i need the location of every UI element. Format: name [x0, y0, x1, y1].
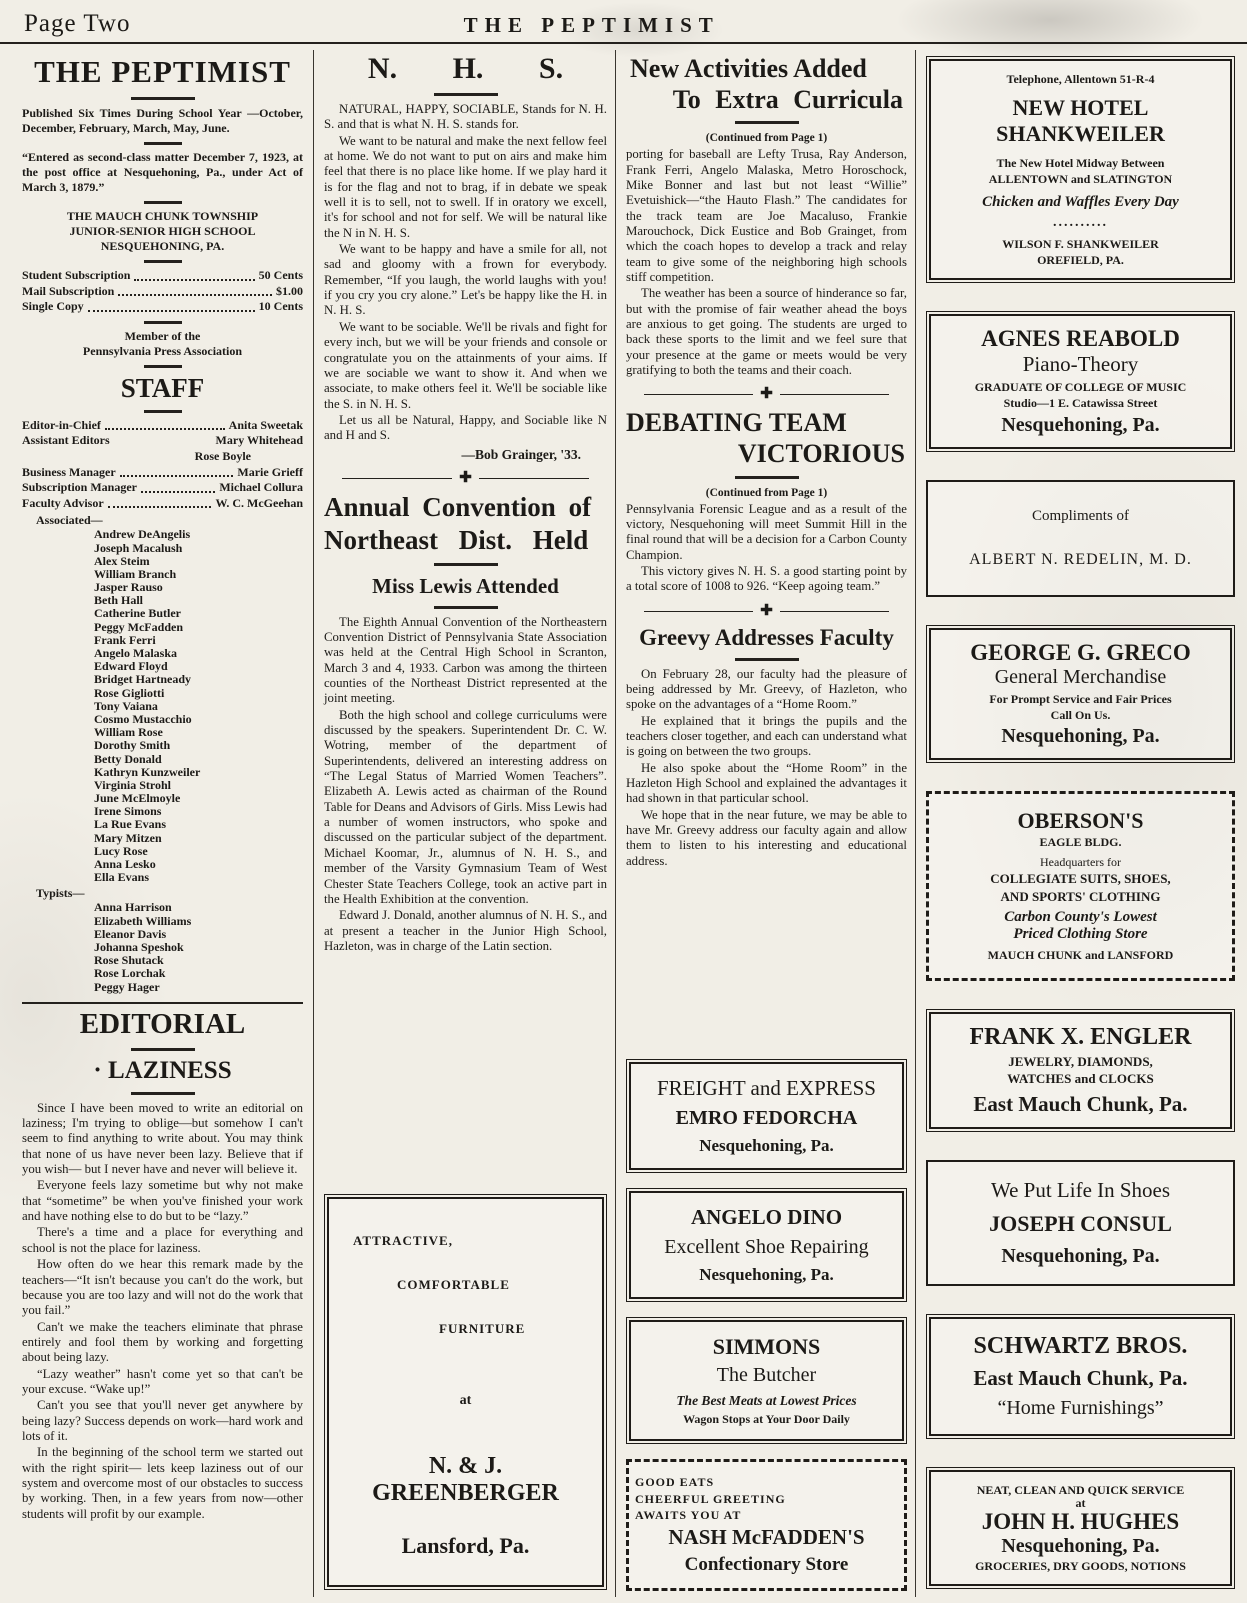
- activities-heading-line2: To Extra Curricula: [672, 85, 903, 115]
- activities-body: [626, 147, 907, 379]
- staff-member-name: Lucy Rose: [94, 843, 148, 858]
- ad-mcfadden-line2: CHEERFUL GREETING: [635, 1491, 786, 1506]
- greevy-paragraph: He also spoke about the “Home Room” in the Hazleton High School and explained the advantages it had shown in that particular school.: [626, 760, 907, 806]
- staff-role-name: Rose Boyle: [194, 448, 251, 463]
- staff-typist-name: Rose Lorchak: [94, 966, 166, 981]
- staff-role-label: Subscription Manager: [22, 480, 138, 495]
- convention-body: [324, 615, 607, 956]
- staff-role-row: [22, 418, 303, 434]
- ad-engler-city: East Mauch Chunk, Pa.: [973, 1091, 1188, 1116]
- dotted-leader: [134, 279, 254, 281]
- staff-member-name: William Rose: [94, 725, 163, 740]
- ad-hughes-line1: NEAT, CLEAN AND QUICK SERVICE: [976, 1482, 1185, 1497]
- subscription-label: Student Subscription: [22, 268, 131, 282]
- ad-oberson-line5: AND SPORTS' CLOTHING: [1000, 888, 1161, 904]
- greevy-heading: Greevy Addresses Faculty: [639, 624, 894, 650]
- activities-paragraph: The weather has been a source of hinderance so far, but with the promise of fair weather ahead the boys are anxious to get going. The students are urged to back these sports to the limit and we feel sure that your presence at the game or meets would be very gratifying to both the teams and their coach.: [626, 286, 907, 378]
- masthead-title: THE PEPTIMIST: [34, 54, 291, 89]
- staff-member-name: La Rue Evans: [94, 817, 167, 832]
- debating-body: [626, 502, 907, 596]
- subscription-row: [22, 284, 303, 300]
- ad-mcfadden-line1: GOOD EATS: [635, 1475, 715, 1490]
- divider: [434, 563, 498, 566]
- staff-member-name: Irene Simons: [94, 804, 162, 819]
- staff-member-name: Frank Ferri: [94, 632, 156, 647]
- ad-engler-line3: WATCHES and CLOCKS: [1007, 1071, 1154, 1087]
- nhs-paragraph: NATURAL, HAPPY, SOCIABLE, Stands for N. H. S. and that is what N. H. S. stands for.: [324, 102, 607, 132]
- ad-dino-name: ANGELO DINO: [690, 1205, 843, 1230]
- running-head: [0, 0, 1247, 44]
- dotted-leader: [141, 491, 215, 493]
- ad-simmons-note: Wagon Stops at Your Door Daily: [683, 1412, 850, 1427]
- ad-greenberger-name: N. & J. GREENBERGER: [372, 1453, 559, 1506]
- ad-hughes-line5: GROCERIES, DRY GOODS, NOTIONS: [975, 1558, 1186, 1573]
- debating-paragraph: This victory gives N. H. S. a good starting point by a total score of 1008 to 926. “Keep agoing team.”: [626, 563, 907, 594]
- staff-typist-name: Rose Shutack: [94, 953, 164, 968]
- divider: [434, 93, 498, 96]
- staff-role-label: Business Manager: [22, 464, 116, 479]
- staff-role-name: Mary Whitehead: [215, 433, 303, 448]
- ad-hughes-at: at: [1075, 1495, 1086, 1510]
- ad-greco-service: General Merchandise: [994, 665, 1167, 688]
- staff-typist-name: Anna Harrison: [94, 900, 172, 915]
- ad-greco-line4: Call On Us.: [1050, 707, 1111, 722]
- ad-mcfadden-line3: AWAITS YOU AT: [635, 1507, 742, 1522]
- masthead-member-lines: [22, 329, 303, 359]
- editorial-paragraph: Can't you see that you'll never get anywhere by being lazy? Success depends on work—hard work and lots of it.: [22, 1398, 303, 1443]
- nhs-byline: —Bob Grainger, '33.: [461, 446, 581, 462]
- staff-member-name: Mary Mitzen: [94, 830, 162, 845]
- ad-simmons: [629, 1320, 904, 1441]
- ad-greco: [929, 628, 1232, 760]
- subscription-value: 10 Cents: [258, 299, 303, 314]
- staff-role-row: [22, 449, 303, 465]
- dotted-leader: [105, 428, 225, 430]
- staff-member-name: Edward Floyd: [94, 659, 168, 674]
- ad-shankweiler-sub1: The New Hotel Midway Between: [996, 156, 1165, 171]
- masthead-school-line: THE MAUCH CHUNK TOWNSHIP: [66, 209, 259, 223]
- editorial-subheading: · LAZINESS: [93, 1056, 232, 1084]
- ad-fedorcha-line1: FREIGHT and EXPRESS: [657, 1076, 876, 1101]
- greevy-paragraph: On February 28, our faculty had the pleasure of being addressed by Mr. Greevy, of Hazleton, who spoke on the advantages of a “Home Room.”: [626, 666, 907, 712]
- ad-reabold: [929, 314, 1232, 448]
- running-head-title: THE PEPTIMIST: [463, 13, 720, 37]
- subscription-row: [22, 268, 303, 284]
- ad-consul: [926, 1160, 1235, 1286]
- convention-heading-line2: Northeast Dist. Held: [324, 524, 589, 555]
- ad-redelin-name: ALBERT N. REDELIN, M. D.: [969, 550, 1192, 568]
- editorial-paragraph: How often do we hear this remark made by the teachers—“It isn't because you can't do the work, but because you are too lazy and will not do the work that you fail.”: [22, 1257, 303, 1318]
- greevy-paragraph: He explained that it brings the pupils and the teachers closer together, and each can understand what is going on between the two groups.: [626, 713, 907, 759]
- divider: [735, 121, 799, 124]
- ad-shankweiler-name1: NEW HOTEL: [1012, 95, 1149, 121]
- divider: [144, 142, 182, 145]
- ad-greenberger-line2: COMFORTABLE: [397, 1277, 510, 1292]
- staff-role-name: Anita Sweetak: [228, 417, 303, 432]
- staff-member-name: Joseph Macalush: [94, 540, 183, 555]
- staff-role-label: Faculty Advisor: [22, 495, 104, 510]
- ad-shankweiler-tagline: Chicken and Waffles Every Day: [982, 193, 1179, 210]
- ad-simmons-subtitle: The Butcher: [716, 1364, 817, 1387]
- subscription-value: 50 Cents: [258, 268, 303, 282]
- activities-paragraph: porting for baseball are Lefty Trusa, Ray Anderson, Frank Ferri, Angelo Malaska, Metro Horoschock, Mike Bonner and last but not least “Willie” Evetuishick—“the Hauto Flash.” The candidates for the track team are Joe Macaluso, Frankie Marouchock, Dick Eustice and Bob Grainget, from which the coach hopes to develop a track and relay team to give some of the neighboring high schools stiff competition.: [626, 147, 907, 284]
- divider: [144, 201, 182, 204]
- ad-greco-name: GEORGE G. GRECO: [970, 639, 1191, 665]
- ad-consul-city: Nesquehoning, Pa.: [1001, 1244, 1160, 1267]
- ad-oberson: [926, 791, 1235, 981]
- staff-typists-label: Typists—: [36, 886, 85, 901]
- column-activities-debating: [616, 50, 916, 1597]
- editorial-paragraph: There's a time and a place for everything and school is not the place for laziness.: [22, 1225, 303, 1255]
- staff-member-name: Andrew DeAngelis: [94, 527, 191, 542]
- ad-redelin: [926, 480, 1235, 597]
- staff-typist-name: Elizabeth Williams: [94, 913, 192, 928]
- ad-engler-line2: JEWELRY, DIAMONDS,: [1008, 1053, 1153, 1069]
- ad-mcfadden-name: NASH McFADDEN'S: [668, 1525, 865, 1549]
- ad-schwartz-city: East Mauch Chunk, Pa.: [973, 1365, 1188, 1390]
- ad-oberson-bldg: EAGLE BLDG.: [1039, 834, 1122, 849]
- staff-role-label: Assistant Editors: [22, 433, 110, 448]
- staff-member-name: Cosmo Mustacchio: [94, 711, 192, 726]
- ad-reabold-city: Nesquehoning, Pa.: [1001, 413, 1160, 436]
- ad-consul-name: JOSEPH CONSUL: [989, 1210, 1172, 1236]
- staff-member-name: Alex Steim: [94, 553, 150, 568]
- dotted-ornament: ..........: [1053, 214, 1108, 230]
- staff-role-row: [22, 480, 303, 496]
- ad-oberson-line4: COLLEGIATE SUITS, SHOES,: [990, 871, 1171, 887]
- staff-member-name: Angelo Malaska: [94, 646, 178, 661]
- staff-role-row: [22, 496, 303, 512]
- nhs-paragraph: Let us all be Natural, Happy, and Sociable like N and H and S.: [324, 412, 607, 443]
- convention-paragraph: Edward J. Donald, another alumnus of N. H. S., and at present a teacher in the Junior High School, Hazleton, was in charge of the Latin section.: [324, 908, 607, 953]
- ad-shankweiler-phone: Telephone, Allentown 51-R-4: [1006, 72, 1155, 86]
- ad-schwartz-name: SCHWARTZ BROS.: [973, 1332, 1188, 1359]
- divider: [735, 476, 799, 479]
- editorial-paragraph: In the beginning of the school term we started out with the right spirit— lets keep laziness out of our system and overcome most of our obstacles to success by working. Then, in a few years from now—other students will profit by our example.: [22, 1445, 303, 1521]
- staff-member-name: Bridget Hartneady: [94, 672, 191, 687]
- nhs-paragraph: We want to be natural and make the next fellow feel at home. We do not want to put on airs and make him feel that there is no place like home. If we play hard it is for the flag and not to brag, if in debate we speak well it is to sell, not to swell. If in oratory we excell, it's for school and not for self. We will be natural like the N in N. H. S.: [324, 133, 607, 240]
- masthead-school-line: NESQUEHONING, PA.: [100, 239, 225, 253]
- divider: [434, 606, 498, 609]
- ad-reabold-line4: Studio—1 E. Catawissa Street: [1003, 396, 1158, 411]
- dotted-leader: [88, 310, 255, 312]
- greevy-body: [626, 667, 907, 870]
- editorial-paragraph: Everyone feels lazy sometime but why not make that “sometime” be when you've finished your work and have nothing else to do but to be “lazy.”: [22, 1178, 303, 1224]
- activities-heading-line1: New Activities Added: [630, 54, 867, 83]
- debating-continued-note: (Continued from Page 1): [705, 486, 828, 499]
- staff-role-name: Michael Collura: [219, 480, 303, 495]
- staff-member-name: Catherine Butler: [94, 606, 181, 621]
- convention-paragraph: Both the high school and college curriculums were discussed by the speakers. Superintendent Dr. C. W. Wotring, member of the department of Superintendents, delivered an interesting address on “The Legal Status of Married Women Teachers”. Elizabeth A. Lewis acted as chairman of the Round Table for Deans and Advisors of Girls. Miss Lewis had a number of women instructors, who spoke and discussed on the particular subject of the department. Michael Koomar, Jr., alumnus of N. H. S., and member of the Varsity Gymnasium Team of West Chester State Teachers College, took an active part in the Health Exhibition at the convention.: [324, 707, 607, 906]
- columns: [0, 44, 1247, 1597]
- ad-fedorcha-name: EMRO FEDORCHA: [675, 1107, 858, 1130]
- subscription-label: Single Copy: [22, 299, 84, 314]
- staff-typist-name: Eleanor Davis: [94, 926, 167, 941]
- ad-oberson-line3: Headquarters for: [1040, 855, 1121, 870]
- staff-typist-name: Johanna Speshok: [94, 939, 184, 954]
- staff-member-name: June McElmoyle: [94, 791, 181, 806]
- staff-member-name: Anna Lesko: [94, 857, 156, 872]
- staff-member-name: Jasper Rauso: [94, 580, 163, 595]
- cross-ornament-icon: ✚: [459, 469, 472, 486]
- subscription-label: Mail Subscription: [22, 283, 115, 298]
- editorial-paragraph: “Lazy weather” hasn't come yet so that can't be your excuse. “Wake up!”: [22, 1366, 303, 1396]
- editorial-body: [22, 1101, 303, 1522]
- staff-role-row: [22, 465, 303, 481]
- ad-reabold-service: Piano-Theory: [1022, 352, 1139, 377]
- ad-stack-column3: [626, 1059, 907, 1597]
- ad-schwartz-tagline: “Home Furnishings”: [997, 1396, 1164, 1419]
- ad-greco-line3: For Prompt Service and Fair Prices: [989, 691, 1172, 706]
- debating-paragraph: Pennsylvania Forensic League and as a result of the victory, Nesquehoning will meet Summit Hill in the final round that will be a decision for a Carbon County Champion.: [626, 501, 907, 562]
- staff-role-name: Marie Grieff: [237, 464, 303, 479]
- cross-ornament-icon: ✚: [760, 386, 773, 403]
- masthead-published-note: Published Six Times During School Year —October, December, February, March, May, June.: [22, 106, 303, 135]
- staff-member-name: Ella Evans: [94, 870, 150, 885]
- ad-schwartz: [929, 1317, 1232, 1436]
- divider: [131, 1092, 195, 1095]
- ad-shankweiler-sub2: ALLENTOWN and SLATINGTON: [988, 172, 1173, 187]
- ad-hughes-name: JOHN H. HUGHES: [981, 1508, 1180, 1534]
- debating-heading-line2: VICTORIOUS: [737, 439, 905, 469]
- dotted-leader: [120, 475, 234, 477]
- editorial-paragraph: Since I have been moved to write an editorial on laziness; I'm trying to oblige—but somehow I can't seem to find anything to write about. You may think that none of us have never been lazy. Believe that if you wish— but I never have and never will believe it.: [22, 1100, 303, 1177]
- greevy-paragraph: We hope that in the near future, we may be able to have Mr. Greevy address our faculty again and allow them to listen to his interesting and educational address.: [626, 807, 907, 868]
- ad-greenberger-city: Lansford, Pa.: [401, 1533, 530, 1558]
- staff-member-name: Betty Donald: [94, 751, 162, 766]
- ad-greenberger-line1: ATTRACTIVE,: [353, 1233, 453, 1248]
- divider: [131, 97, 195, 100]
- convention-heading-line1: Annual Convention of: [324, 491, 592, 522]
- staff-member-name: Rose Gigliotti: [94, 685, 165, 700]
- ad-shankweiler-name2: SHANKWEILER: [996, 121, 1165, 147]
- ad-oberson-line8: MAUCH CHUNK and LANSFORD: [987, 948, 1174, 963]
- staff-heading: STAFF: [120, 372, 205, 403]
- cross-ornament-icon: ✚: [760, 602, 773, 619]
- ad-engler: [929, 1012, 1232, 1129]
- column-nhs-convention: [314, 50, 616, 1597]
- ad-oberson-name: OBERSON'S: [1017, 807, 1144, 833]
- ad-mcfadden-store: Confectionary Store: [684, 1554, 849, 1575]
- masthead-member-line: Pennsylvania Press Association: [82, 343, 243, 358]
- column-masthead-editorial: [22, 50, 314, 1597]
- nhs-paragraph: We want to be happy and have a smile for all, not sad and gloomy with a frown for everybody. Remember, “If you laugh, the world laughs with you! if you cry you cry alone.” Let's be happy like the H. in N. H. S.: [324, 242, 607, 318]
- ad-oberson-line7: Priced Clothing Store: [1013, 926, 1148, 943]
- ad-simmons-name: SIMMONS: [712, 1334, 821, 1360]
- staff-typists-list: [94, 901, 303, 993]
- ad-dino-city: Nesquehoning, Pa.: [699, 1265, 834, 1285]
- subscription-row: [22, 299, 303, 315]
- nhs-paragraph: We want to be sociable. We'll be rivals and fight for every inch, but we will be your friends and console or congratulate you on the attainments of your aims. If we are sociable we want to show it. And when we associate, to make others feel it. We'll be sociable like the S. in N. H. S.: [324, 319, 607, 411]
- ad-reabold-line3: GRADUATE OF COLLEGE OF MUSIC: [974, 380, 1187, 395]
- staff-member-name: Virginia Strohl: [94, 777, 172, 792]
- ad-greenberger-line3: FURNITURE: [439, 1321, 526, 1336]
- masthead-school-line: JUNIOR-SENIOR HIGH SCHOOL: [69, 224, 256, 238]
- ad-dino: [629, 1191, 904, 1299]
- dotted-leader: [118, 294, 272, 296]
- editorial-paragraph: Can't we make the teachers eliminate that phrase entirely and fool them by working and forgetting about being lazy.: [22, 1319, 303, 1365]
- ad-engler-name: FRANK X. ENGLER: [969, 1023, 1192, 1050]
- ad-consul-tagline: We Put Life In Shoes: [990, 1177, 1171, 1202]
- ad-hughes: [929, 1470, 1232, 1586]
- divider: [735, 658, 799, 661]
- activities-continued-note: (Continued from Page 1): [705, 132, 828, 145]
- staff-member-name: Dorothy Smith: [94, 738, 171, 753]
- ad-shankweiler: [929, 59, 1232, 280]
- staff-role-row: [22, 433, 303, 449]
- masthead-member-line: Member of the: [124, 328, 201, 343]
- ornament-divider: [644, 387, 889, 402]
- section-divider: [22, 1002, 303, 1004]
- staff-member-name: Tony Vaiana: [94, 698, 158, 713]
- ornament-divider: [644, 604, 889, 619]
- dotted-leader: [108, 506, 212, 508]
- subscription-value: $1.00: [276, 283, 303, 298]
- ad-greco-city: Nesquehoning, Pa.: [1001, 724, 1160, 747]
- debating-heading-line1: DEBATING TEAM: [626, 408, 847, 438]
- ad-shankweiler-owner: WILSON F. SHANKWEILER: [1002, 236, 1159, 251]
- ad-hughes-city: Nesquehoning, Pa.: [1001, 1534, 1160, 1557]
- ad-redelin-compliments: Compliments of: [1031, 507, 1130, 524]
- divider: [144, 410, 182, 413]
- divider: [144, 260, 182, 263]
- divider: [131, 1048, 195, 1051]
- ad-oberson-line6: Carbon County's Lowest: [1004, 909, 1157, 926]
- divider: [144, 365, 182, 368]
- staff-member-name: Beth Hall: [94, 593, 144, 608]
- staff-member-name: William Branch: [94, 566, 177, 581]
- ad-fedorcha: [629, 1062, 904, 1170]
- nhs-body: [324, 102, 607, 445]
- ad-reabold-name: AGNES REABOLD: [981, 326, 1180, 352]
- nhs-heading: N. H. S.: [367, 52, 564, 85]
- ad-shankweiler-city: OREFIELD, PA.: [1037, 252, 1124, 267]
- masthead-school-lines: [22, 209, 303, 254]
- page-number-label: Page Two: [24, 10, 131, 37]
- column-ads: [916, 50, 1237, 1597]
- convention-paragraph: The Eighth Annual Convention of the Northeastern Convention District of Pennsylvania State Association was held at the Central High School in Scranton, March 3 and 4, 1933. Carbon was among the thirteen counties of the Northeast District represented at the joint meeting.: [324, 614, 607, 706]
- divider: [144, 321, 182, 324]
- ad-dino-service: Excellent Shoe Repairing: [664, 1236, 869, 1259]
- convention-subheading: Miss Lewis Attended: [372, 573, 559, 598]
- staff-member-name: Peggy McFadden: [94, 619, 183, 634]
- ad-mcfadden: [626, 1459, 907, 1591]
- staff-associated-list: [94, 528, 303, 884]
- staff-member-name: Kathryn Kunzweiler: [94, 764, 201, 779]
- ad-fedorcha-city: Nesquehoning, Pa.: [699, 1136, 834, 1156]
- ornament-divider: [342, 471, 589, 486]
- editorial-heading: EDITORIAL: [79, 1007, 246, 1040]
- ad-simmons-slogan: The Best Meats at Lowest Prices: [676, 1393, 857, 1409]
- staff-role-name: W. C. McGeehan: [215, 495, 303, 510]
- staff-role-label: Editor-in-Chief: [22, 417, 101, 432]
- ad-greenberger-at: at: [459, 1393, 472, 1408]
- staff-associated-label: Associated—: [36, 513, 103, 528]
- ad-greenberger: [327, 1197, 604, 1587]
- staff-typist-name: Peggy Hager: [94, 979, 160, 994]
- masthead-entered-note: “Entered as second-class matter December 7, 1923, at the post office at Nesquehoning, Pa., under Act of March 3, 1879.”: [22, 150, 303, 194]
